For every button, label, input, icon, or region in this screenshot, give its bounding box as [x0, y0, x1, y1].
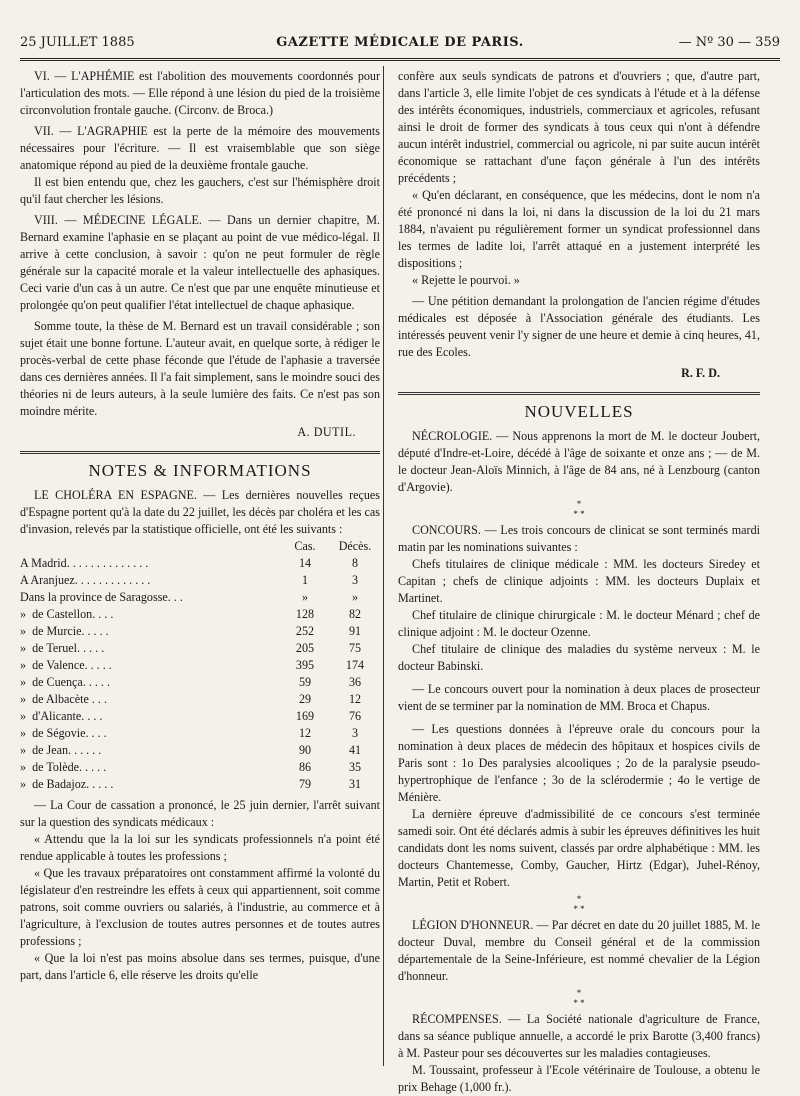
- paragraph-systeme-nerveux: Chef titulaire de clinique des maladies du système nerveux : M. le docteur Babinski.: [398, 642, 760, 673]
- table-cell-deces: 3: [351, 573, 359, 587]
- table-cell-deces: 41: [348, 743, 362, 757]
- paragraph-concours: CONCOURS. — Les trois concours de clinicat se sont terminés mardi matin par les nominations suivantes :: [398, 523, 760, 554]
- paragraph-toussaint: M. Toussaint, professeur à l'Ecole vétérinaire de Toulouse, a obtenu le prix Behage (1,000 fr.).: [398, 1063, 760, 1094]
- table-cell-place: » de Teruel. . . . .: [20, 641, 105, 655]
- table-cell-place: » de Murcie. . . . .: [20, 624, 109, 638]
- paragraph-petition: — Une pétition demandant la prolongation de l'ancien régime d'études médicales est déposée à l'Association générale des étudiants. Les intéressés peuvent venir l'y signer de une heure et demie à cinq heures, 41, rue des Ecoles.: [398, 294, 760, 359]
- paragraph-cholera: LE CHOLÉRA EN ESPAGNE. — Les dernières nouvelles reçues d'Espagne portent qu'à la date du 22 juillet, les décès par choléra et les cas d'invasion, relevés par la statistique officielle, ont été les suivants :: [20, 488, 380, 536]
- table-cell-deces: 75: [348, 641, 362, 655]
- paragraph-agraphie: VII. — L'AGRAPHIE est la perte de la mémoire des mouvements nécessaires pour l'écriture. — Il est vraisemblable que son siège anatomique répond au pied de la deuxième frontale gauche.: [20, 124, 380, 172]
- column-cas: Cas.: [294, 539, 316, 553]
- section-rule-right: [398, 392, 760, 395]
- separator-stars: * * *: [573, 988, 585, 1008]
- cholera-table: [20, 538, 380, 793]
- table-cell-deces: 12: [348, 692, 362, 706]
- table-cell-cas: 29: [298, 692, 312, 706]
- table-cell-deces: 8: [351, 556, 359, 570]
- paragraph-aphemie: VI. — L'APHÉMIE est l'abolition des mouvements coordonnés pour l'articulation des mots. — Elle répond à une lésion du pied de la troisième circonvolution frontale gauche. (Circonv. de Broca.): [20, 69, 380, 117]
- quote-attendu: « Attendu que la la loi sur les syndicats professionnels n'a point été rendue applicable à toutes les professions ;: [20, 832, 380, 863]
- table-cell-place: » de Cuença. . . . .: [20, 675, 111, 689]
- table-cell-cas: 90: [298, 743, 312, 757]
- table-row: [20, 674, 380, 691]
- paragraph-admissibilite: La dernière épreuve d'admissibilité de ce concours s'est terminée samedi soir. Ont été déclarés admis à subir les épreuves définitives les huit candidats dont les noms suivent, classés par ordre alphabétique : MM. les docteurs Chantemesse, Comby, Gaucher, Hirtz (Edgar), Juhel-Rénoy, Martin, Petit et Robert.: [398, 807, 760, 889]
- section-rule: [20, 451, 380, 454]
- table-cell-cas: 128: [295, 607, 315, 621]
- table-cell-place: A Madrid. . . . . . . . . . . . . .: [20, 556, 149, 570]
- table-cell-deces: 174: [345, 658, 365, 672]
- paragraph-conclusion: Somme toute, la thèse de M. Bernard est un travail considérable ; son sujet était une bonne fortune. L'auteur avait, en quelque sorte, à rédiger le procès-verbal de cette phase féconde que l'étude de l'aphasie a traversée dans ces dernières années. Il l'a fait simplement, sans le moindre souci des théories ni de leurs auteurs, à la seule lumière des faits. Ce n'est pas son moindre mérite.: [20, 319, 380, 418]
- table-cell-deces: 76: [348, 709, 362, 723]
- paragraph-prosecteur: — Le concours ouvert pour la nomination à deux places de prosecteur vient de se terminer par la nomination de MM. Broca et Chapus.: [398, 682, 760, 713]
- table-cell-cas: 79: [298, 777, 312, 791]
- table-row: [20, 606, 380, 623]
- table-cell-place: A Aranjuez. . . . . . . . . . . . .: [20, 573, 151, 587]
- table-row: [20, 776, 380, 793]
- table-cell-deces: 91: [348, 624, 362, 638]
- table-cell-place: » de Albacète . . .: [20, 692, 107, 706]
- table-cell-deces: 36: [348, 675, 362, 689]
- table-row: [20, 759, 380, 776]
- table-cell-cas: 252: [295, 624, 315, 638]
- table-cell-cas: 1: [301, 573, 309, 587]
- quote-travaux: « Que les travaux préparatoires ont constamment affirmé la volonté du législateur d'en restreindre les effets à ceux qui appartiennent, soit comme patrons, soit comme ouvriers ou salariés, à l'industrie, au commerce et à l'agriculture, à l'exclusion de toutes autres personnes et de toutes autres professions ;: [20, 866, 380, 948]
- signature-rfd: R. F. D.: [681, 366, 720, 380]
- signature-dutil: A. DUTIL.: [297, 425, 356, 439]
- column-deces: Décès.: [338, 539, 372, 553]
- paragraph-clinique-chirurgicale: Chef titulaire de clinique chirurgicale : M. le docteur Ménard ; chef de clinique adjoint : M. le docteur Ozenne.: [398, 608, 760, 639]
- table-row: [20, 640, 380, 657]
- table-cell-deces: 31: [348, 777, 362, 791]
- separator-stars: * * *: [573, 499, 585, 519]
- table-cell-place: » de Castellon. . . .: [20, 607, 114, 621]
- paragraph-gauchers: Il est bien entendu que, chez les gauchers, c'est sur l'hémisphère droit qu'il faut chercher les lésions.: [20, 175, 380, 206]
- header-title: GAZETTE MÉDICALE DE PARIS.: [276, 35, 524, 50]
- right-column: [398, 68, 760, 1096]
- header-rule: [20, 58, 780, 61]
- table-cell-cas: 86: [298, 760, 312, 774]
- paragraph-syndicats: confère aux seuls syndicats de patrons et d'ouvriers ; que, d'autre part, dans l'article 3, elle limite l'objet de ces syndicats à l'étude et à la défense des intérêts économiques, industriels, commerciaux et agricoles, refusant ainsi le droit de former des syndicats à tous ceux qui n'ont à défendre aucun intérêt industriel, commercial ou agricole, ni par suite aucun intérêt économique se rattachant d'une façon générale à l'un des intérêts précédents ;: [398, 69, 760, 185]
- table-row: [20, 742, 380, 759]
- table-row: [20, 623, 380, 640]
- separator-stars: * * *: [573, 894, 585, 914]
- table-cell-place: Dans la province de Saragosse. . .: [20, 590, 183, 604]
- column-divider: [383, 66, 384, 1066]
- table-cell-deces: 82: [348, 607, 362, 621]
- table-cell-cas: 12: [298, 726, 312, 740]
- table-cell-cas: »: [301, 590, 309, 604]
- paragraph-declarant: « Qu'en déclarant, en conséquence, que les médecins, dont le nom n'a été prononcé ni dans la loi, ni dans la discussion de la loi du 21 mars 1884, n'avaient pu régulièrement former un syndicat professionnel dans les termes de ladite loi, l'arrêt attaqué en a justement interprété les dispositions ;: [398, 188, 760, 270]
- header-issue: — Nº 30 — 359: [678, 35, 780, 50]
- table-cell-place: » de Badajoz. . . . .: [20, 777, 114, 791]
- table-header: [20, 538, 380, 555]
- table-row: [20, 691, 380, 708]
- table-cell-deces: »: [351, 590, 359, 604]
- table-row: [20, 725, 380, 742]
- table-cell-cas: 59: [298, 675, 312, 689]
- left-column: [20, 68, 380, 984]
- notes-title: NOTES & INFORMATIONS: [88, 461, 312, 480]
- table-row: [20, 589, 380, 606]
- table-row: [20, 572, 380, 589]
- paragraph-medecine-legale: VIII. — MÉDECINE LÉGALE. — Dans un dernier chapitre, M. Bernard examine l'aphasie en se plaçant au point de vue médico-légal. Il arrive à cette conclusion, à savoir : qu'on ne peut formuler de règle générale sur la capacité morale et la valeur intellectuelle des aphasiques. Ceci varie d'un cas à un autre. Ce n'est que par une enquête minutieuse et prolongée qu'on peut qualifier l'état intellectuel de chaque aphasique.: [20, 213, 380, 312]
- paragraph-legion: LÉGION D'HONNEUR. — Par décret en date du 20 juillet 1885, M. le docteur Duval, membre du Conseil général et de la commission départementale de la Seine-Inférieure, est nommé chevalier de la Légion d'honneur.: [398, 918, 760, 983]
- table-row: [20, 657, 380, 674]
- quote-loi: « Que la loi n'est pas moins absolue dans ses termes, puisque, d'une part, dans l'article 6, elle réserve les droits qu'elle: [20, 951, 380, 982]
- table-cell-cas: 169: [295, 709, 315, 723]
- table-cell-cas: 14: [298, 556, 312, 570]
- paragraph-cour: — La Cour de cassation a prononcé, le 25 juin dernier, l'arrêt suivant sur la question des syndicats médicaux :: [20, 798, 380, 829]
- nouvelles-title: NOUVELLES: [524, 402, 634, 421]
- table-cell-cas: 395: [295, 658, 315, 672]
- table-cell-deces: 35: [348, 760, 362, 774]
- paragraph-questions: — Les questions données à l'épreuve orale du concours pour la nomination à deux places de médecin des hôpitaux et hospices civils de Paris sont : 1o Des paralysies alcooliques ; 2o de la paralysie pseudo-hypertrophique de l'enfance ; 3o de la sclérodermie ; 4o le vertige de Ménière.: [398, 722, 760, 804]
- table-cell-place: » de Jean. . . . . .: [20, 743, 102, 757]
- table-cell-place: » de Ségovie. . . .: [20, 726, 107, 740]
- paragraph-necrologie: NÉCROLOGIE. — Nous apprenons la mort de M. le docteur Joubert, député d'Indre-et-Loire, décédé à l'âge de soixante et onze ans ; — de M. le docteur Jean-Aloïs Minnich, à l'âge de 84 ans, né à Lenzbourg (canton d'Argovie).: [398, 429, 760, 494]
- paragraph-rejette: « Rejette le pourvoi. »: [412, 273, 520, 287]
- table-cell-place: » de Valence. . . . .: [20, 658, 112, 672]
- table-cell-cas: 205: [295, 641, 315, 655]
- table-cell-deces: 3: [351, 726, 359, 740]
- header-date: 25 JUILLET 1885: [20, 35, 135, 50]
- table-cell-place: » de Tolède. . . . .: [20, 760, 107, 774]
- paragraph-recompenses: RÉCOMPENSES. — La Société nationale d'agriculture de France, dans sa séance publique annuelle, a accordé le prix Barotte (3,400 francs) à M. Pasteur pour ses découvertes sur les maladies contagieuses.: [398, 1012, 760, 1060]
- table-cell-place: » d'Alicante. . . .: [20, 709, 103, 723]
- table-row: [20, 555, 380, 572]
- paragraph-clinique-medicale: Chefs titulaires de clinique médicale : MM. les docteurs Siredey et Capitan ; chefs de clinique adjoints : MM. les docteurs Duplaix et Martinet.: [398, 557, 760, 605]
- table-row: [20, 708, 380, 725]
